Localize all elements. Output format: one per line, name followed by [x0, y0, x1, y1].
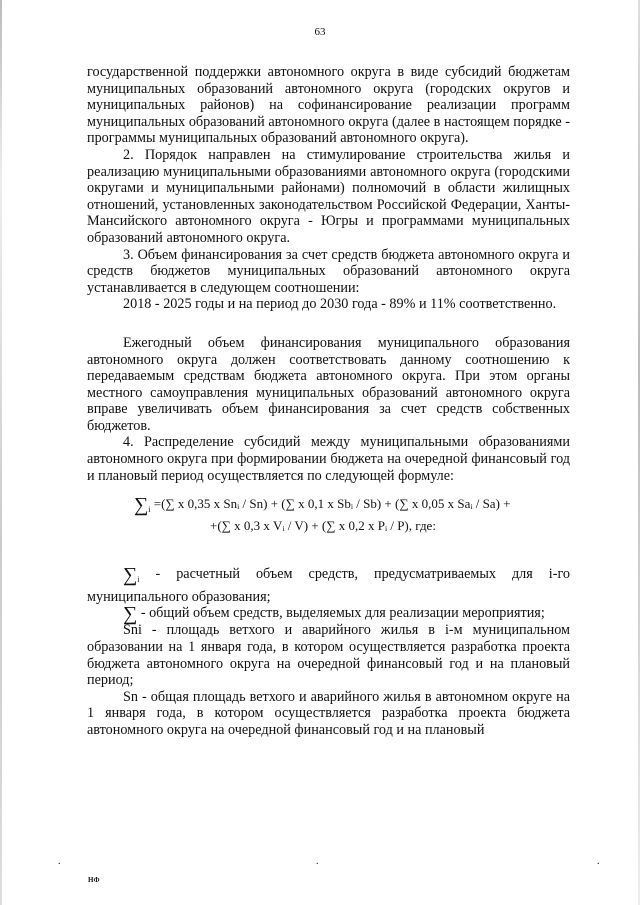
sigma-subscript: i: [137, 575, 140, 585]
sigma-symbol: ∑: [123, 603, 138, 626]
scan-mark: .: [597, 856, 600, 867]
paragraph-ratio: 2018 - 2025 годы и на период до 2030 года - 89% и 11% соответственно.: [123, 296, 557, 313]
sigma-symbol: ∑: [123, 564, 138, 587]
definition-sigma-text: - общий объем средств, выделяемых для реализации мероприятия;: [140, 605, 545, 622]
sigma-symbol: ∑: [134, 494, 149, 517]
page-number: 63: [314, 26, 326, 38]
formula-line-2: +(∑ x 0,3 x Vᵢ / V) + (∑ x 0,2 x Pᵢ / P), где:: [210, 518, 436, 534]
formula-line-1-text: =(∑ x 0,35 x Snᵢ / Sn) + (∑ x 0,1 x Sbᵢ / Sb) + (∑ x 0,05 x Saᵢ / Sa) +: [153, 496, 511, 512]
paragraph-continuation: государственной поддержки автономного округа в виде субсидий бюджетам муниципальных образований автономного округа (городских округов и муниципальных районов) на софинансирование реализации программ муниципальных образований автономного округа (далее в настоящем порядке - программы муниципальных образований автономного округа).: [87, 64, 570, 147]
paragraph-annual-volume: Ежегодный объем финансирования муниципального образования автономного округа должен соответствовать данному соотношению к передаваемым средствам бюджета автономного округа. При этом органы местного самоуправления муниципальных образований автономного округа вправе увеличивать объем финансирования за счет средств собственных бюджетов.: [87, 334, 570, 434]
page-edge-left: [0, 0, 2, 905]
spacer: [87, 313, 570, 335]
distribution-formula: [87, 492, 570, 566]
scan-mark: .: [58, 856, 61, 867]
definition-sni: Sni - площадь ветхого и аварийного жилья в i-м муниципальном образовании на 1 января года, в котором осуществляется разработка проекта бюджета автономного округа на очередной финансовый год и на плановый период;: [87, 622, 570, 689]
paragraph-2: 2. Порядок направлен на стимулирование строительства жилья и реализацию муниципальными образованиями автономного округа (городскими округами и муниципальными районами) полномочий в области жилищных отношений, установленных законодательством Российской Федерации, Ханты-Мансийского автономного округа - Югры и программами муниципальных образований автономного округа.: [87, 146, 570, 246]
footer-code: НФ: [88, 876, 100, 884]
formula-line-1: [134, 496, 511, 519]
paragraph-3: 3. Объем финансирования за счет средств бюджета автономного округа и средств бюджетов муниципальных образований автономного округа устанавливается в следующем соотношении:: [87, 246, 570, 296]
scan-mark: .: [316, 856, 319, 867]
definition-sn: Sn - общая площадь ветхого и аварийного жилья в автономном округе на 1 января года, в котором осуществляется разработка проекта бюджета автономного округа на очередной финансовый год и на плановый: [87, 688, 570, 738]
document-body: [87, 64, 570, 739]
paragraph-4: 4. Распределение субсидий между муниципальными образованиями автономного округа при формировании бюджета на очередной финансовый год и плановый период осуществляется по следующей формуле:: [87, 434, 570, 484]
definition-sigma-i-text: - расчетный объем средств, предусматриваемых для i-го муниципального образования;: [87, 566, 571, 605]
definition-sigma-i: [87, 566, 570, 605]
sigma-subscript: i: [148, 505, 151, 515]
definition-sigma: [87, 603, 570, 626]
